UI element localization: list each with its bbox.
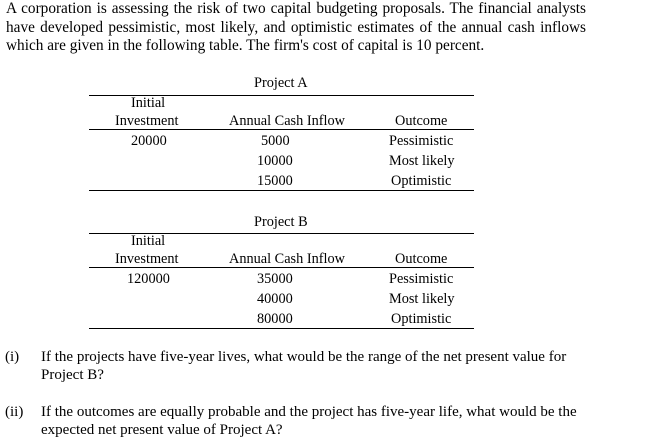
initial-investment-value: 120000 [127, 271, 170, 287]
header-rule [89, 267, 474, 268]
problem-intro: A corporation is assessing the risk of two capital budgeting proposals. The financial analysts have developed pessimistic, most likely, and optimistic estimates of the annual cash inflows which are given in the following table. The firm's cost of capital is 10 percent. [6, 0, 586, 54]
cash-inflow-value: 5000 [261, 133, 290, 149]
header-investment: Investment [115, 251, 179, 267]
header-initial: Initial [131, 95, 166, 111]
header-rule [89, 129, 474, 130]
cash-inflow-value: 10000 [257, 153, 293, 169]
table-bottom-rule [89, 190, 474, 191]
header-annual-cash-inflow: Annual Cash Inflow [229, 251, 345, 267]
outcome-label: Most likely [389, 153, 455, 169]
header-outcome: Outcome [395, 251, 448, 267]
outcome-label: Pessimistic [389, 133, 454, 149]
cash-inflow-value: 40000 [257, 291, 293, 307]
outcome-label: Pessimistic [389, 271, 454, 287]
outcome-label: Most likely [389, 291, 455, 307]
header-annual-cash-inflow: Annual Cash Inflow [229, 113, 345, 129]
table-bottom-rule [89, 328, 474, 329]
cash-inflow-value: 80000 [257, 311, 293, 327]
header-initial: Initial [131, 233, 166, 249]
question-text: If the outcomes are equally probable and the project has five-year life, what would be the expected net present value of Project A? [41, 404, 577, 438]
cash-inflow-value: 15000 [257, 173, 293, 189]
header-investment: Investment [115, 113, 179, 129]
initial-investment-value: 20000 [131, 133, 167, 149]
cash-inflow-value: 35000 [257, 271, 293, 287]
outcome-label: Optimistic [391, 311, 452, 327]
outcome-label: Optimistic [391, 173, 452, 189]
project-a-title: Project A [254, 75, 308, 91]
question-number: (i) [5, 349, 20, 365]
project-b-title: Project B [254, 214, 308, 230]
question-number: (ii) [5, 404, 24, 420]
question-text: If the projects have five-year lives, what would be the range of the net present value for Project B? [41, 349, 567, 383]
header-outcome: Outcome [395, 113, 448, 129]
